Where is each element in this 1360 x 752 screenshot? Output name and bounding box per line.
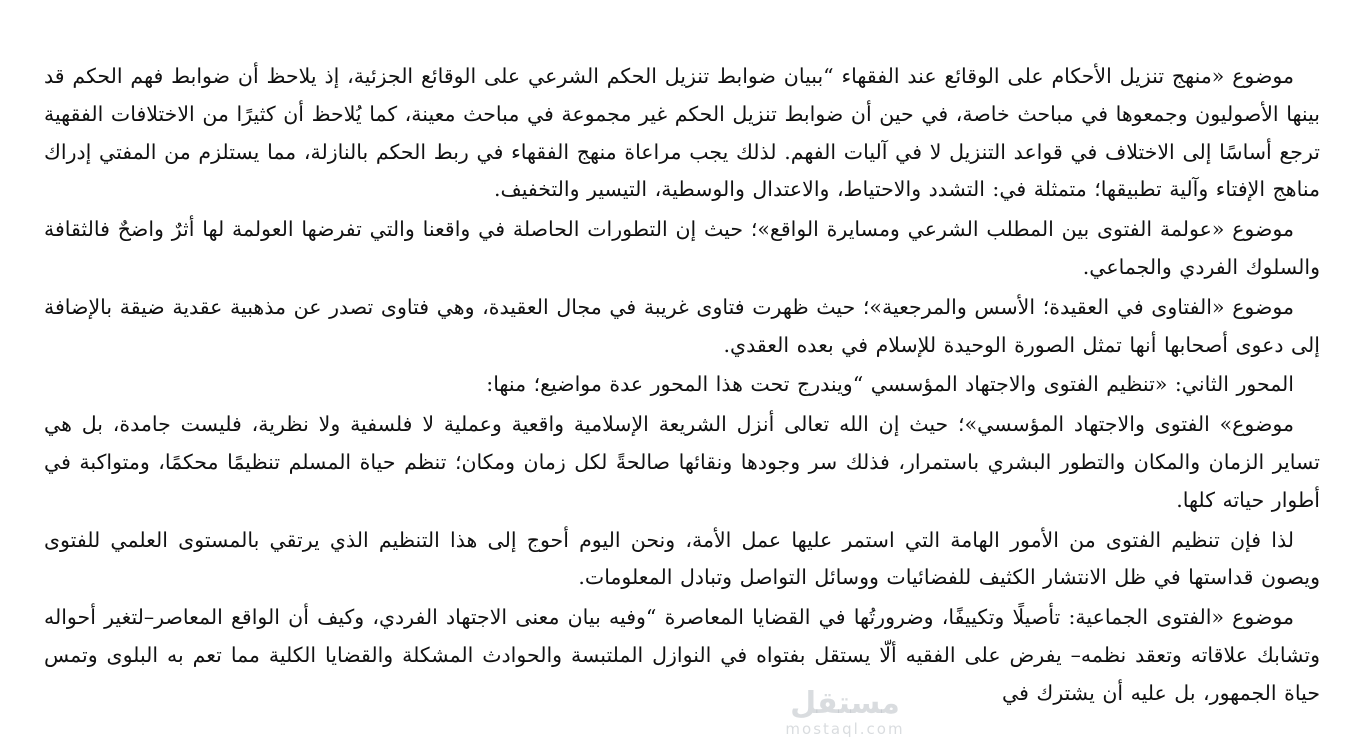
document-body xyxy=(44,58,1320,715)
watermark-latin: mostaql.com xyxy=(785,720,905,738)
paragraph-fatwa-jamaiya: موضوع «الفتوى الجماعية: تأصيلًا وتكييفًا، وضرورتُها في القضايا المعاصرة “وفيه بيان معنى الاجتهاد الفردي، وكيف أن الواقع المعاصر–لتغير أحواله وتشابك علاقاته وتعقد نظمه– يفرض على الفقيه ألّا يستقل بفتواه في النوازل الملتبسة والحوادث المشكلة والقضايا الكلية مما تعم به البلوى وتمس حياة الجمهور، بل عليه أن يشترك في xyxy=(44,605,1320,705)
paragraph-tanzil-ahkam: موضوع «منهج تنزيل الأحكام على الوقائع عند الفقهاء “ببيان ضوابط تنزيل الحكم الشرعي على الوقائع الجزئية، إذ يلاحظ أن ضوابط فهم الحكم قد بينها الأصوليون وجمعوها في مباحث خاصة، في حين أن ضوابط تنزيل الحكم غير مجموعة في مباحث معينة، كما يُلاحظ أن كثيرًا من الاختلافات الفقهية ترجع أساسًا إلى الاختلاف في قواعد التنزيل لا في آليات الفهم. لذلك يجب مراعاة منهج الفقهاء في ربط الحكم بالنازلة، مما يستلزم من المفتي إدراك مناهج الإفتاء وآلية تطبيقها؛ متمثلة في: التشدد والاحتياط، والاعتدال والوسطية، التيسير والتخفيف. xyxy=(44,64,1320,202)
paragraph-fatawa-aqida: موضوع «الفتاوى في العقيدة؛ الأسس والمرجعية»؛ حيث ظهرت فتاوى غريبة في مجال العقيدة، وهي فتاوى تصدر عن مذهبية عقدية ضيقة بالإضافة إلى دعوى أصحابها أنها تمثل الصورة الوحيدة للإسلام في بعده العقدي. xyxy=(44,294,1320,357)
paragraph-tanzim-fatwa: لذا فإن تنظيم الفتوى من الأمور الهامة التي استمر عليها عمل الأمة، ونحن اليوم أحوج إلى هذا التنظيم الذي يرتقي بالمستوى العلمي للفتوى ويصون قداستها في ظل الانتشار الكثيف للفضائيات ووسائل التواصل وتبادل المعلومات. xyxy=(44,527,1320,590)
paragraph-ijtihad-muassasi: موضوع» الفتوى والاجتهاد المؤسسي»؛ حيث إن الله تعالى أنزل الشريعة الإسلامية واقعية وعملية لا فلسفية ولا نظرية، فليست جامدة، بل هي تساير الزمان والمكان والتطور البشري باستمرار، فذلك سر وجودها ونقائها صالحةً لكل زمان ومكان؛ تنظم حياة المسلم تنظيمًا محكمًا، ومتواكبة في أطوار حياته كلها. xyxy=(44,412,1320,512)
paragraph-awlamat-fatwa: موضوع «عولمة الفتوى بين المطلب الشرعي ومسايرة الواقع»؛ حيث إن التطورات الحاصلة في واقعنا والتي تفرضها العولمة لها أثرٌ واضحٌ فالثقافة والسلوك الفردي والجماعي. xyxy=(44,217,1320,279)
watermark-arabic: مستقل xyxy=(790,686,900,721)
section-heading-second-axis: المحور الثاني: «تنظيم الفتوى والاجتهاد المؤسسي “ويندرج تحت هذا المحور عدة مواضيع؛ منها: xyxy=(486,372,1294,397)
